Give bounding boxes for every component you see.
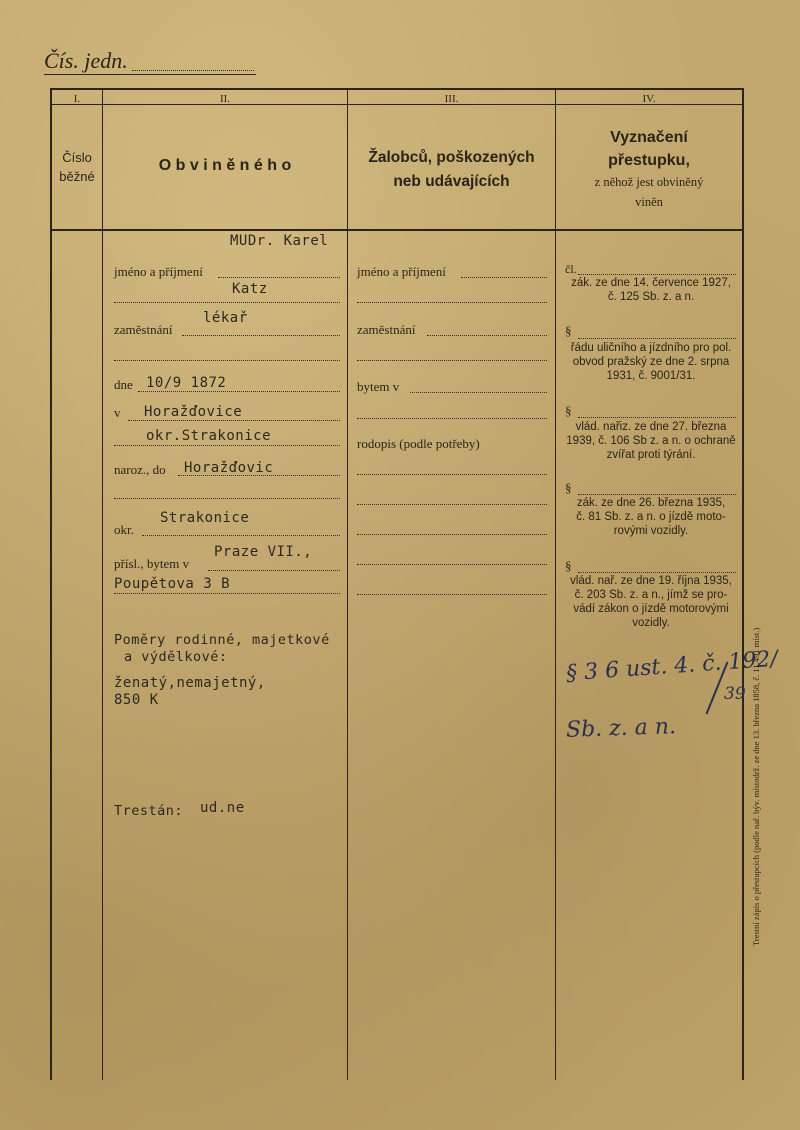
offence-law-5-line-3: vádí zákon o jízdě motorovými <box>573 603 729 615</box>
plaintiff-bytem-line-2 <box>357 418 547 419</box>
plaintiff-rodopis-line-2 <box>357 504 547 505</box>
plaintiff-rodopis-line-4 <box>357 564 547 565</box>
offence-cl-line <box>578 274 736 275</box>
table-right-border <box>742 88 744 1080</box>
handwritten-sb: Sb. z. a n. <box>565 714 677 743</box>
col-title-cislo-line-1: Číslo <box>62 150 92 165</box>
accused-last-name: Katz <box>232 281 268 297</box>
table-col-divider-1 <box>102 88 103 1080</box>
offence-para-3-line <box>578 417 736 418</box>
col-title-vyznaceni <box>556 126 742 212</box>
accused-birth-place: Horažďovice <box>144 404 243 420</box>
accused-naroz-line-2 <box>114 498 340 499</box>
accused-occupation: lékař <box>203 310 248 326</box>
offence-para-2: § <box>565 323 572 338</box>
table-header-bottom <box>50 229 744 231</box>
col-title-vyznaceni-line-2: přestupku, <box>608 152 690 169</box>
accused-naroz-line <box>178 475 340 476</box>
accused-birth-date: 10/9 1872 <box>146 375 227 391</box>
accused-prisl-line <box>208 570 340 571</box>
accused-trestan: ud.ne <box>200 800 245 816</box>
plaintiff-occupation-line <box>427 335 547 336</box>
accused-occupation-line-2 <box>114 360 340 361</box>
offence-law-2 <box>562 341 740 383</box>
offence-law-3-line-2: 1939, č. 106 Sb z. a n. o ochraně <box>566 435 736 447</box>
col-num-2: II. <box>219 93 231 105</box>
accused-residence-2: Poupětova 3 B <box>114 576 231 592</box>
accused-residence-1: Praze VII., <box>214 544 313 560</box>
plaintiff-name-line <box>461 277 547 278</box>
offence-para-5: § <box>565 558 572 573</box>
offence-law-5-line-2: č. 203 Sb. z. a n., jímž se pro- <box>574 589 728 601</box>
accused-naroz: Horažďovic <box>184 460 274 476</box>
accused-trestan-label: Trestán: <box>114 803 184 819</box>
col-title-vyznaceni-line-4: viněn <box>635 195 663 209</box>
offence-law-2-line-1: řádu uličního a jízdního pro pol. <box>570 342 732 354</box>
accused-place-line <box>128 420 340 421</box>
offence-law-5 <box>562 574 740 630</box>
accused-pomery-label-2: a výdělkové: <box>124 649 228 665</box>
accused-pomery-label-1: Poměry rodinné, majetkové <box>114 632 330 648</box>
accused-residence-line <box>114 593 340 594</box>
accused-name-line-2 <box>114 302 340 303</box>
accused-okr-value: Strakonice <box>160 510 250 526</box>
plaintiff-bytem-label: bytem v <box>357 379 400 394</box>
col-title-obvineneho-line-1: O b v i n ě n é h o <box>158 157 292 174</box>
offence-para-5-line <box>578 572 736 573</box>
plaintiff-occupation-line-2 <box>357 360 547 361</box>
cis-jedn-label: Čís. jedn. <box>44 48 128 73</box>
col-title-vyznaceni-line-1: Vyznačení <box>610 129 688 146</box>
offence-law-4-line-3: rovými vozidly. <box>613 525 689 537</box>
side-note: Trestní zápis o přestupcích (podle nař. býv. místodrž. ze dne 13. března 1858, č. 11.491 míst.) <box>751 627 761 946</box>
accused-pomery-1: ženatý,nemajetný, <box>114 675 266 691</box>
offence-law-2-line-2: obvod pražský ze dne 2. srpna <box>572 356 730 368</box>
table-col-divider-3 <box>555 88 556 1080</box>
offence-law-2-line-3: 1931, č. 9001/31. <box>606 370 696 382</box>
col-num-4: IV. <box>642 93 656 105</box>
offence-law-4-line-2: č. 81 Sb. z. a n. o jízdě moto- <box>576 511 726 523</box>
accused-first-name: MUDr. Karel <box>230 233 329 249</box>
offence-law-4 <box>562 496 740 538</box>
table-col-divider-2 <box>347 88 348 1080</box>
col-num-1: I. <box>73 93 81 105</box>
cis-jedn-line <box>132 70 254 71</box>
plaintiff-rodopis-line-3 <box>357 534 547 535</box>
handwritten-year: 39 <box>724 684 746 704</box>
accused-okr-line <box>142 535 340 536</box>
plaintiff-bytem-line <box>410 392 547 393</box>
offence-law-1-line-2: č. 125 Sb. z. a n. <box>607 291 695 303</box>
accused-naroz-label: naroz., do <box>114 462 166 477</box>
col-title-zalobcu <box>348 146 555 194</box>
handwritten-section-ref: § 3 6 ust. 4. č. 192/ <box>565 646 779 687</box>
accused-okr-label: okr. <box>114 522 134 537</box>
offence-law-3 <box>562 420 740 462</box>
col-title-obvineneho <box>103 157 347 175</box>
offence-law-4-line-1: zák. ze dne 26. března 1935, <box>576 497 726 509</box>
accused-occupation-label: zaměstnání <box>114 322 173 337</box>
accused-name-label: jméno a příjmení <box>114 264 203 279</box>
col-title-zalobcu-line-1: Žalobců, poškozených <box>368 149 535 166</box>
accused-birth-district: okr.Strakonice <box>146 428 272 444</box>
accused-prisl-label: přísl., bytem v <box>114 556 190 571</box>
accused-district-line <box>114 445 340 446</box>
plaintiff-occupation-label: zaměstnání <box>357 322 416 337</box>
plaintiff-name-line-2 <box>357 302 547 303</box>
col-title-zalobcu-line-2: neb udávajících <box>393 173 510 190</box>
table-left-border <box>50 88 52 1080</box>
plaintiff-rodopis-line <box>357 474 547 475</box>
accused-pomery-2: 850 K <box>114 692 159 708</box>
accused-name-line <box>218 277 340 278</box>
offence-law-3-line-3: zvířat proti týrání. <box>606 449 696 461</box>
col-title-cislo <box>52 148 102 186</box>
col-title-cislo-line-2: běžné <box>59 169 95 184</box>
plaintiff-rodopis-label: rodopis (podle potřeby) <box>357 436 480 451</box>
table-top-border <box>50 88 744 90</box>
plaintiff-rodopis-line-5 <box>357 594 547 595</box>
plaintiff-name-label: jméno a příjmení <box>357 264 446 279</box>
col-title-vyznaceni-line-3: z něhož jest obviněný <box>594 175 704 189</box>
accused-occupation-line <box>182 335 340 336</box>
offence-cl-label: čl. <box>565 262 577 276</box>
offence-law-1-line-1: zák. ze dne 14. července 1927, <box>571 277 731 289</box>
top-rule <box>44 74 256 75</box>
accused-date-line <box>138 391 340 392</box>
offence-para-2-line <box>578 338 736 339</box>
accused-date-label: dne <box>114 377 133 392</box>
offence-para-3: § <box>565 403 572 418</box>
col-num-3: III. <box>444 93 459 105</box>
offence-law-3-line-1: vlád. nařiz. ze dne 27. března <box>575 421 727 433</box>
offence-law-5-line-4: vozidly. <box>632 617 670 629</box>
offence-law-1 <box>562 276 740 304</box>
offence-para-4: § <box>565 480 572 495</box>
accused-place-label: v <box>114 405 121 420</box>
offence-law-5-line-1: vlád. nař. ze dne 19. října 1935, <box>570 575 732 587</box>
offence-para-4-line <box>578 494 736 495</box>
